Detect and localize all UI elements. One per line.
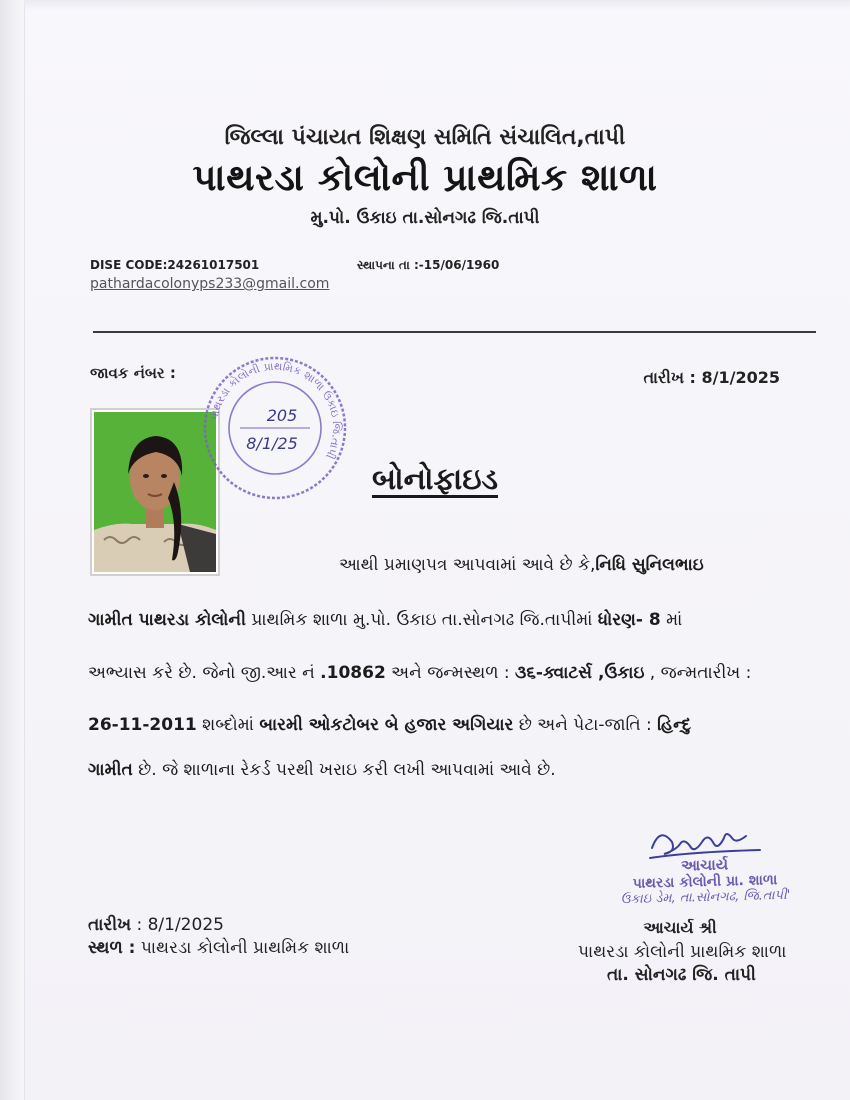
student-surname-school: ગામીત પાથરડા કોલોની <box>88 610 246 630</box>
gr-number: .10862 <box>320 663 386 683</box>
scan-shadow <box>24 0 850 10</box>
footer-place-value: પાથરડા કોલોની પ્રાથમિક શાળા <box>135 938 350 958</box>
footer-date-label: તારીખ <box>88 915 132 935</box>
body-line-3 <box>88 663 751 683</box>
stamp-title: આચાર્ય <box>680 855 729 875</box>
body-study-text: અભ્યાસ કરે છે. જેનો જી.આર નં <box>88 663 321 683</box>
caste-part-1: હિન્દુ <box>657 715 692 735</box>
issue-date: તારીખ : 8/1/2025 <box>643 368 780 387</box>
school-address: મુ.પો. ઉકાઇ તા.સોનગઢ જિ.તાપી <box>310 208 540 228</box>
body-school-text: પ્રાથમિક શાળા મુ.પો. ઉકાઇ તા.સોનગઢ જિ.તાપીમાં <box>245 610 598 630</box>
outward-number-label: જાવક નંબર : <box>90 364 176 382</box>
stamp-school: પાથરડા કોલોની પ્રા. શાળા <box>632 872 778 892</box>
caste-part-2: ગામીત <box>88 760 133 780</box>
dob-in-words: બારમી ઓકટોબર બે હજાર અગિયાર <box>259 715 514 735</box>
footer-place-label: સ્થળ : <box>88 938 136 958</box>
footer-date-value: : 8/1/2025 <box>131 915 224 935</box>
principal-stamp <box>584 853 825 908</box>
student-standard: ધોરણ- 8 <box>597 610 661 630</box>
established-date: સ્થાપના તા :-15/06/1960 <box>357 258 500 272</box>
school-email[interactable]: pathardacolonyps233@gmail.com <box>90 276 330 292</box>
body-dob-label: , જન્મતારીખ : <box>644 663 752 683</box>
dise-code: DISE CODE:24261017501 <box>90 258 260 272</box>
body-line-5 <box>88 760 556 780</box>
stamp-date: 8/1/25 <box>246 434 298 453</box>
birthplace: ૩૬-ક્વાટર્સ ,ઉકાઇ <box>515 663 645 683</box>
body-line-4 <box>88 715 691 735</box>
body-birthplace-label: અને જન્મસ્થળ : <box>385 663 516 683</box>
stamp-place: ઉકાઇ ડેમ, તા.સોનગઢ, જિ.તાપી' <box>620 887 791 908</box>
body-line-1 <box>339 555 704 575</box>
student-name: નિધિ સુનિલભાઇ <box>595 555 704 575</box>
principal-place: તા. સોનગઢ જિ. તાપી <box>607 965 756 985</box>
stamp-ring-text: પાથરડા કોલોની પ્રાથમિક શાળા ઉકાઇ જિ.તાપી <box>207 359 344 461</box>
body-caste-label: છે અને પેટા-જાતિ : <box>513 715 658 735</box>
body-closing: છે. જે શાળાના રેકર્ડ પરથી ખરાઇ કરી લખી આપવામાં આવે છે. <box>132 760 556 780</box>
committee-line: જિલ્લા પંચાયત શિક્ષણ સમિતિ સંચાલિત,તાપી <box>224 125 626 150</box>
school-name: પાથરડા કોલોની પ્રાથમિક શાળા <box>192 156 658 199</box>
body-text-in: માં <box>660 610 683 630</box>
principal-title: આચાર્ય શ્રી <box>643 918 717 937</box>
body-line-2 <box>88 610 682 630</box>
header-divider <box>93 331 816 333</box>
certificate-title: બોનોફાઇડ <box>372 462 498 497</box>
date-of-birth: 26-11-2011 <box>88 715 197 735</box>
footer-date <box>88 915 224 935</box>
body-words-label: શબ્દોમાં <box>196 715 260 735</box>
footer-place <box>88 938 349 958</box>
principal-school: પાથરડા કોલોની પ્રાથમિક શાળા <box>578 942 787 962</box>
body-intro: આથી પ્રમાણપત્ર આપવામાં આવે છે કે, <box>339 555 596 575</box>
stamp-number: 205 <box>266 406 298 425</box>
